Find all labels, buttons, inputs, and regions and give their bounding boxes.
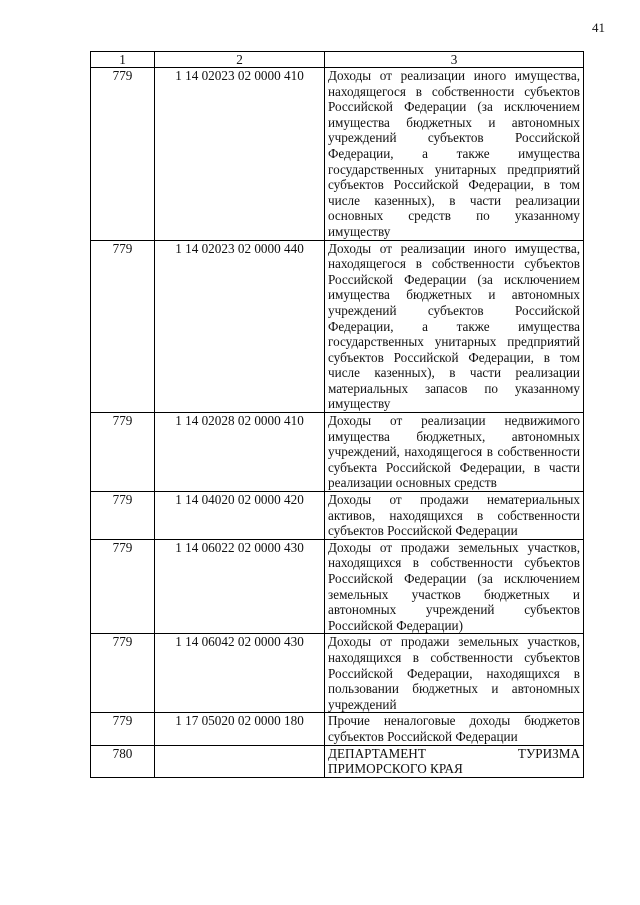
- revenue-codes-table: [90, 51, 584, 778]
- admin-code-cell: 779: [91, 413, 155, 492]
- table-row: [91, 713, 584, 745]
- admin-code-cell: 779: [91, 240, 155, 413]
- income-code-cell: 1 14 06022 02 0000 430: [155, 539, 325, 634]
- description-cell: Доходы от продажи нематериальных активов, находящихся в собственности субъектов Российской Федерации: [325, 492, 584, 540]
- admin-code-cell: 779: [91, 539, 155, 634]
- admin-code-cell: 779: [91, 634, 155, 713]
- description-cell: Доходы от реализации иного имущества, находящегося в собственности субъектов Российской Федерации (за исключением имущества бюджетных и автономных учреждений субъектов Российской Федерации, а также имущества государственных унитарных предприятий субъектов Российской Федерации, в том числе казенных), в части реализации материальных запасов по указанному имуществу: [325, 240, 584, 413]
- table-row: [91, 68, 584, 241]
- table-header-row: [91, 52, 584, 68]
- table-row: [91, 240, 584, 413]
- income-code-cell: 1 14 02023 02 0000 410: [155, 68, 325, 241]
- admin-code-cell: 780: [91, 745, 155, 777]
- income-code-cell: 1 14 02028 02 0000 410: [155, 413, 325, 492]
- description-cell: Доходы от продажи земельных участков, находящихся в собственности субъектов Российской Федерации (за исключением земельных участков бюджетных и автономных учреждений субъектов Российской Федерации): [325, 539, 584, 634]
- income-code-cell: 1 14 06042 02 0000 430: [155, 634, 325, 713]
- column-header-3: 3: [325, 52, 584, 68]
- table-row: [91, 745, 584, 777]
- description-cell: Прочие неналоговые доходы бюджетов субъектов Российской Федерации: [325, 713, 584, 745]
- column-header-1: 1: [91, 52, 155, 68]
- income-code-cell: 1 14 02023 02 0000 440: [155, 240, 325, 413]
- description-cell: Доходы от реализации иного имущества, находящегося в собственности субъектов Российской Федерации (за исключением имущества бюджетных и автономных учреждений субъектов Российской Федерации, а также имущества государственных унитарных предприятий субъектов Российской Федерации, в том числе казенных), в части реализации основных средств по указанному имуществу: [325, 68, 584, 241]
- admin-code-cell: 779: [91, 68, 155, 241]
- department-heading-cell: ДЕПАРТАМЕНТ ТУРИЗМА ПРИМОРСКОГО КРАЯ: [325, 745, 584, 777]
- income-code-cell: 1 17 05020 02 0000 180: [155, 713, 325, 745]
- admin-code-cell: 779: [91, 492, 155, 540]
- page-number: 41: [592, 20, 605, 35]
- admin-code-cell: 779: [91, 713, 155, 745]
- table-row: [91, 539, 584, 634]
- column-header-2: 2: [155, 52, 325, 68]
- description-cell: Доходы от реализации недвижимого имущества бюджетных, автономных учреждений, находящегося в собственности субъекта Российской Федерации, в части реализации основных средств: [325, 413, 584, 492]
- income-code-cell: [155, 745, 325, 777]
- income-code-cell: 1 14 04020 02 0000 420: [155, 492, 325, 540]
- description-cell: Доходы от продажи земельных участков, находящихся в собственности субъектов Российской Федерации, находящихся в пользовании бюджетных и автономных учреждений: [325, 634, 584, 713]
- table-row: [91, 492, 584, 540]
- table-row: [91, 634, 584, 713]
- table-row: [91, 413, 584, 492]
